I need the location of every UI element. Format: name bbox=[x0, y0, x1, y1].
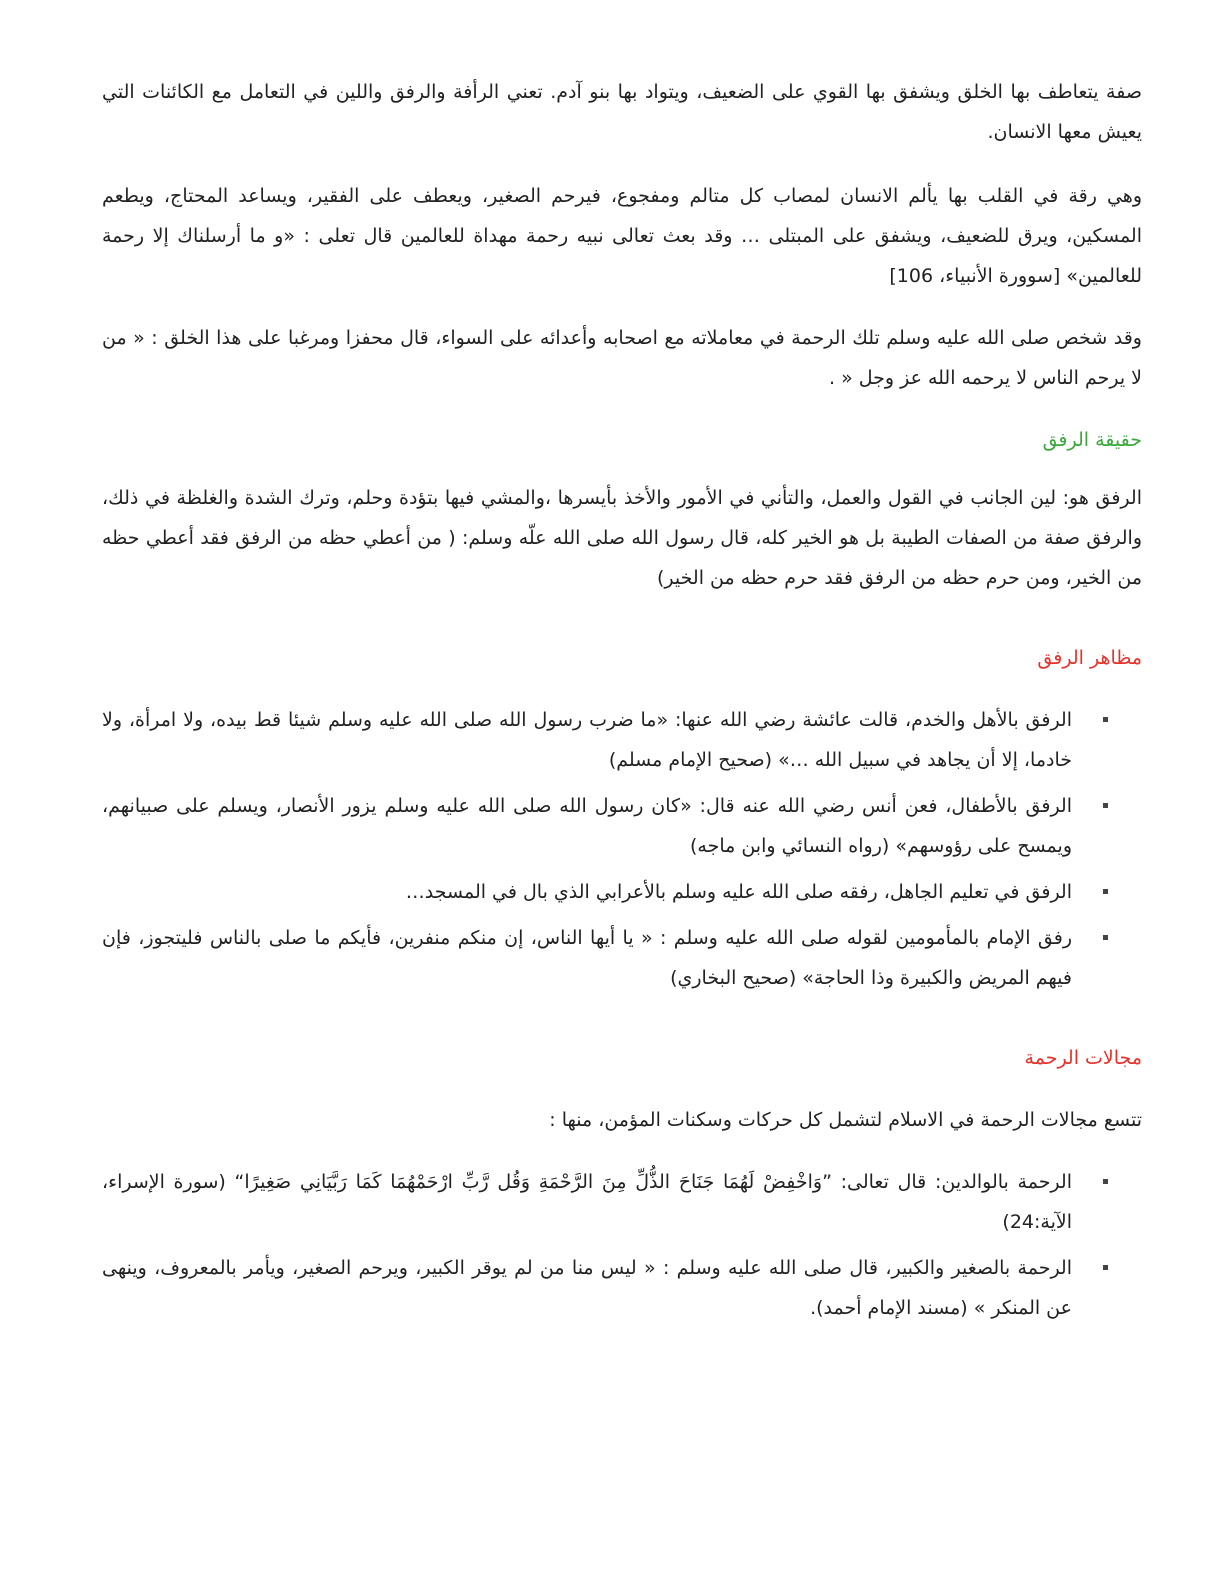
mercy-fields-intro: تتسع مجالات الرحمة في الاسلام لتشمل كل حركات وسكنات المؤمن، منها : bbox=[549, 1109, 1142, 1131]
list-item bbox=[102, 1162, 1072, 1242]
list-item-text: الرفق في تعليم الجاهل، رفقه صلى الله عليه وسلم بالأعرابي الذي بال في المسجد… bbox=[405, 881, 1072, 903]
list-item-text: رفق الإمام بالمأمومين لقوله صلى الله عليه وسلم : « يا أيها الناس، إن منكم منفرين، فأيكم ما صلى بالناس فليتجوز، فإن فيهم المريض والكبيرة وذا الحاجة» (صحيح البخاري) bbox=[102, 927, 1072, 989]
document-page bbox=[102, 72, 1142, 1334]
heading-mercy-fields: مجالات الرحمة bbox=[1024, 1047, 1142, 1069]
list-item bbox=[102, 700, 1072, 780]
square-bullet-icon bbox=[1103, 717, 1108, 722]
list-item-text: الرفق بالأطفال، فعن أنس رضي الله عنه قال: «كان رسول الله صلى الله عليه وسلم يزور الأنصار، ويسلم على صبيانهم، ويمسح على رؤوسهم» (رواه النسائي وابن ماجه) bbox=[102, 795, 1072, 857]
list-item bbox=[102, 1248, 1072, 1328]
heading-rifq-aspects: مظاهر الرفق bbox=[1037, 647, 1142, 669]
list-item bbox=[102, 872, 1072, 912]
square-bullet-icon bbox=[1103, 935, 1108, 940]
list-item-text: الرحمة بالصغير والكبير، قال صلى الله عليه وسلم : « ليس منا من لم يوقر الكبير، ويرحم الصغير، ويأمر بالمعروف، وينهى عن المنكر » (مسند الإمام أحمد). bbox=[102, 1257, 1072, 1319]
intro-paragraph-2: وهي رقة في القلب بها يألم الانسان لمصاب كل متالم ومفجوع، فيرحم الصغير، ويعطف على الفقير، ويساعد المحتاج، ويطعم المسكين، ويرق للضعيف، ويشفق على المبتلى … وقد بعث تعالى نبيه رحمة مهداة للعالمين قال تعلى : «و ما أرسلناك إلا رحمة للعالمين» [سوورة الأنبياء، 106] bbox=[102, 185, 1142, 287]
square-bullet-icon bbox=[1103, 1179, 1108, 1184]
square-bullet-icon bbox=[1103, 1265, 1108, 1270]
square-bullet-icon bbox=[1103, 889, 1108, 894]
intro-paragraph-1: صفة يتعاطف بها الخلق ويشفق بها القوي على الضعيف، ويتواد بها بنو آدم. تعني الرأفة والرفق واللين في التعامل مع الكائنات التي يعيش معها الانسان. bbox=[102, 81, 1142, 143]
heading-rifq-truth: حقيقة الرفق bbox=[1042, 429, 1142, 451]
list-item-text: الرفق بالأهل والخدم، قالت عائشة رضي الله عنها: «ما ضرب رسول الله صلى الله عليه وسلم شيئا قط بيده، ولا امرأة، ولا خادما، إلا أن يجاهد في سبيل الله …» (صحيح الإمام مسلم) bbox=[102, 709, 1072, 771]
rifq-definition-paragraph: الرفق هو: لين الجانب في القول والعمل، والتأني في الأمور والأخذ بأيسرها ،والمشي فيها بتؤدة وحلم، وترك الشدة والغلظة في ذلك، والرفق صفة من الصفات الطيبة بل هو الخير كله، قال رسول الله صلى الله علّه وسلم: ( من أعطي حظه من الرفق فقد أعطي حظه من الخير، ومن حرم حظه من الرفق فقد حرم حظه من الخير) bbox=[102, 487, 1142, 589]
list-item bbox=[102, 786, 1072, 866]
list-item bbox=[102, 918, 1072, 998]
mercy-fields-list bbox=[102, 1162, 1142, 1328]
rifq-aspects-list bbox=[102, 700, 1142, 998]
list-item-text: الرحمة بالوالدين: قال تعالى: ”وَاخْفِضْ لَهُمَا جَنَاحَ الذُّلِّ مِنَ الرَّحْمَةِ وَقُل رَّبِّ ارْحَمْهُمَا كَمَا رَبَّيَانِي صَغِيرًا“ (سورة الإسراء، الآية:24) bbox=[102, 1171, 1072, 1233]
intro-paragraph-3: وقد شخص صلى الله عليه وسلم تلك الرحمة في معاملاته مع اصحابه وأعدائه على السواء، قال محفزا ومرغبا على هذا الخلق : « من لا يرحم الناس لا يرحمه الله عز وجل « . bbox=[102, 327, 1142, 389]
square-bullet-icon bbox=[1103, 803, 1108, 808]
